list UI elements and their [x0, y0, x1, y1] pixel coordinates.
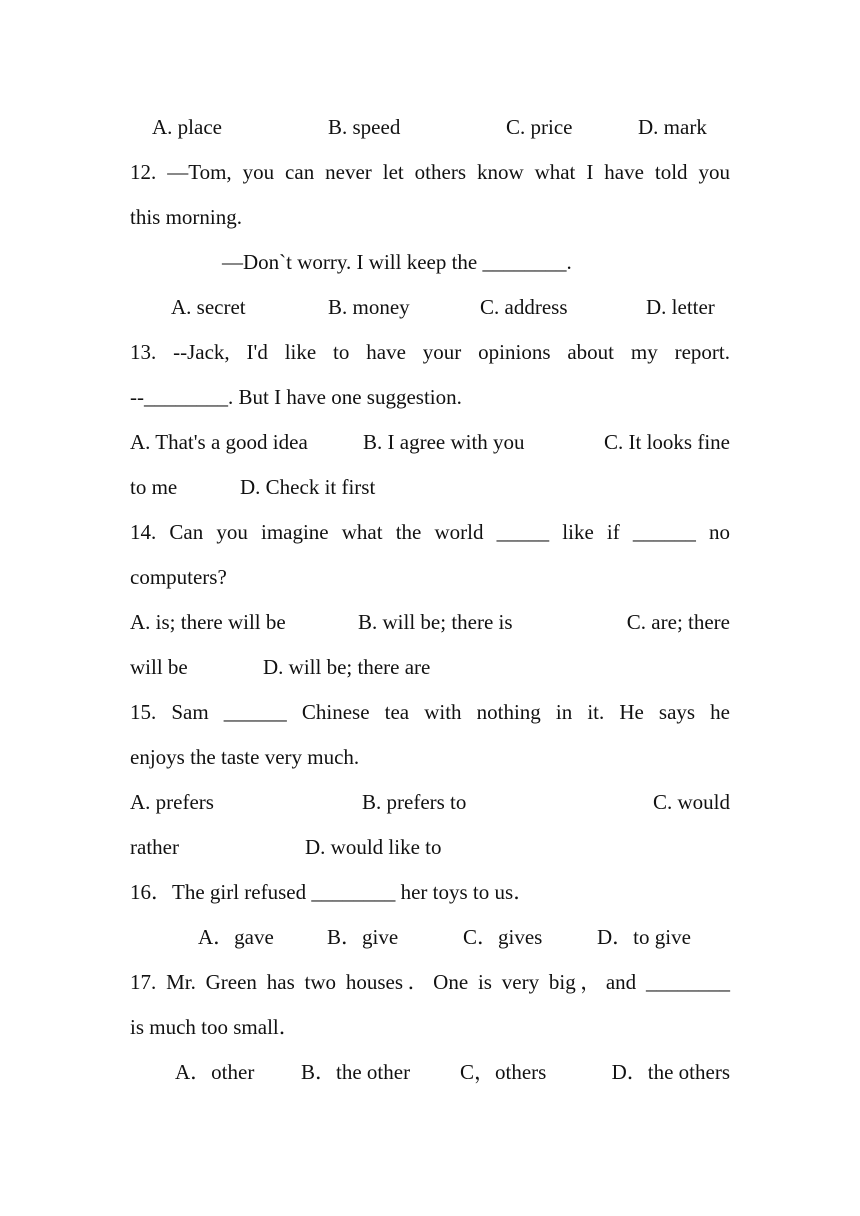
q14-option-d: D. will be; there are	[263, 655, 431, 679]
q14-options-row-1	[130, 600, 730, 645]
q15-option-c: C. would	[652, 790, 730, 814]
q15-option-d: D. would like to	[305, 835, 442, 859]
q16-options-row	[130, 915, 730, 960]
q15-question-line-2: enjoys the taste very much.	[130, 745, 360, 769]
q11-option-d: D. mark	[638, 115, 707, 139]
q13-question-line-2: --________. But I have one suggestion.	[130, 385, 462, 409]
q12-option-b: B. money	[328, 295, 410, 319]
q13-option-c: C. It looks fine	[604, 430, 730, 454]
q12-option-d: D. letter	[646, 295, 715, 319]
q16-option-a: A．gave	[198, 925, 274, 949]
q11-options-row	[130, 105, 730, 150]
q17-option-c: C，others	[460, 1060, 547, 1084]
q13-options-row-2	[130, 465, 730, 510]
q15-option-c-continued: rather	[130, 835, 179, 859]
q17-option-a: A．other	[175, 1060, 255, 1084]
q11-option-a: A. place	[152, 115, 222, 139]
q14-option-a: A. is; there will be	[130, 610, 286, 634]
q17-option-d: D．the others	[611, 1060, 730, 1084]
q13-option-c-continued: to me	[130, 475, 178, 499]
q12-options-row	[130, 285, 730, 330]
q12-question-line-1: 12. —Tom, you can never let others know what I have told you	[130, 160, 730, 184]
q11-option-b: B. speed	[328, 115, 401, 139]
q15-options-row-2	[130, 825, 730, 870]
q12-response-row	[130, 240, 730, 285]
q13-option-a: A. That's a good idea	[130, 430, 308, 454]
q16-question-line-1: 16．The girl refused ________ her toys to us．	[130, 880, 535, 904]
q12-option-a: A. secret	[171, 295, 246, 319]
q13-option-b: B. I agree with you	[363, 430, 525, 454]
q15-options-row-1	[130, 780, 730, 825]
q15-option-a: A. prefers	[130, 790, 214, 814]
q15-question-line-1: 15. Sam ______ Chinese tea with nothing in it. He says he	[130, 700, 730, 724]
q13-options-row-1	[130, 420, 730, 465]
q12-option-c: C. address	[480, 295, 568, 319]
q17-options-row	[130, 1050, 730, 1095]
q14-question-line-2: computers?	[130, 565, 227, 589]
q14-options-row-2	[130, 645, 730, 690]
q14-option-b: B. will be; there is	[358, 610, 513, 634]
q16-option-b: B．give	[327, 925, 399, 949]
q13-question-line-1: 13. --Jack, I'd like to have your opinions about my report.	[130, 340, 730, 364]
q17-question-line-1: 17. Mr. Green has two houses．One is very big，and ________	[130, 970, 730, 994]
q16-option-c: C．gives	[463, 925, 543, 949]
q15-option-b: B. prefers to	[362, 790, 467, 814]
q12-response: —Don`t worry. I will keep the ________.	[222, 250, 572, 274]
q17-question-line-2: is much too small．	[130, 1015, 300, 1039]
q16-option-d: D．to give	[597, 925, 691, 949]
q12-question-line-2: this morning.	[130, 205, 243, 229]
q17-option-b: B．the other	[301, 1060, 411, 1084]
q11-option-c: C. price	[506, 115, 573, 139]
q14-option-c-continued: will be	[130, 655, 188, 679]
q14-question-line-1: 14. Can you imagine what the world _____ like if ______ no	[130, 520, 730, 544]
q14-option-c: C. are; there	[626, 610, 730, 634]
q13-option-d: D. Check it first	[240, 475, 376, 499]
